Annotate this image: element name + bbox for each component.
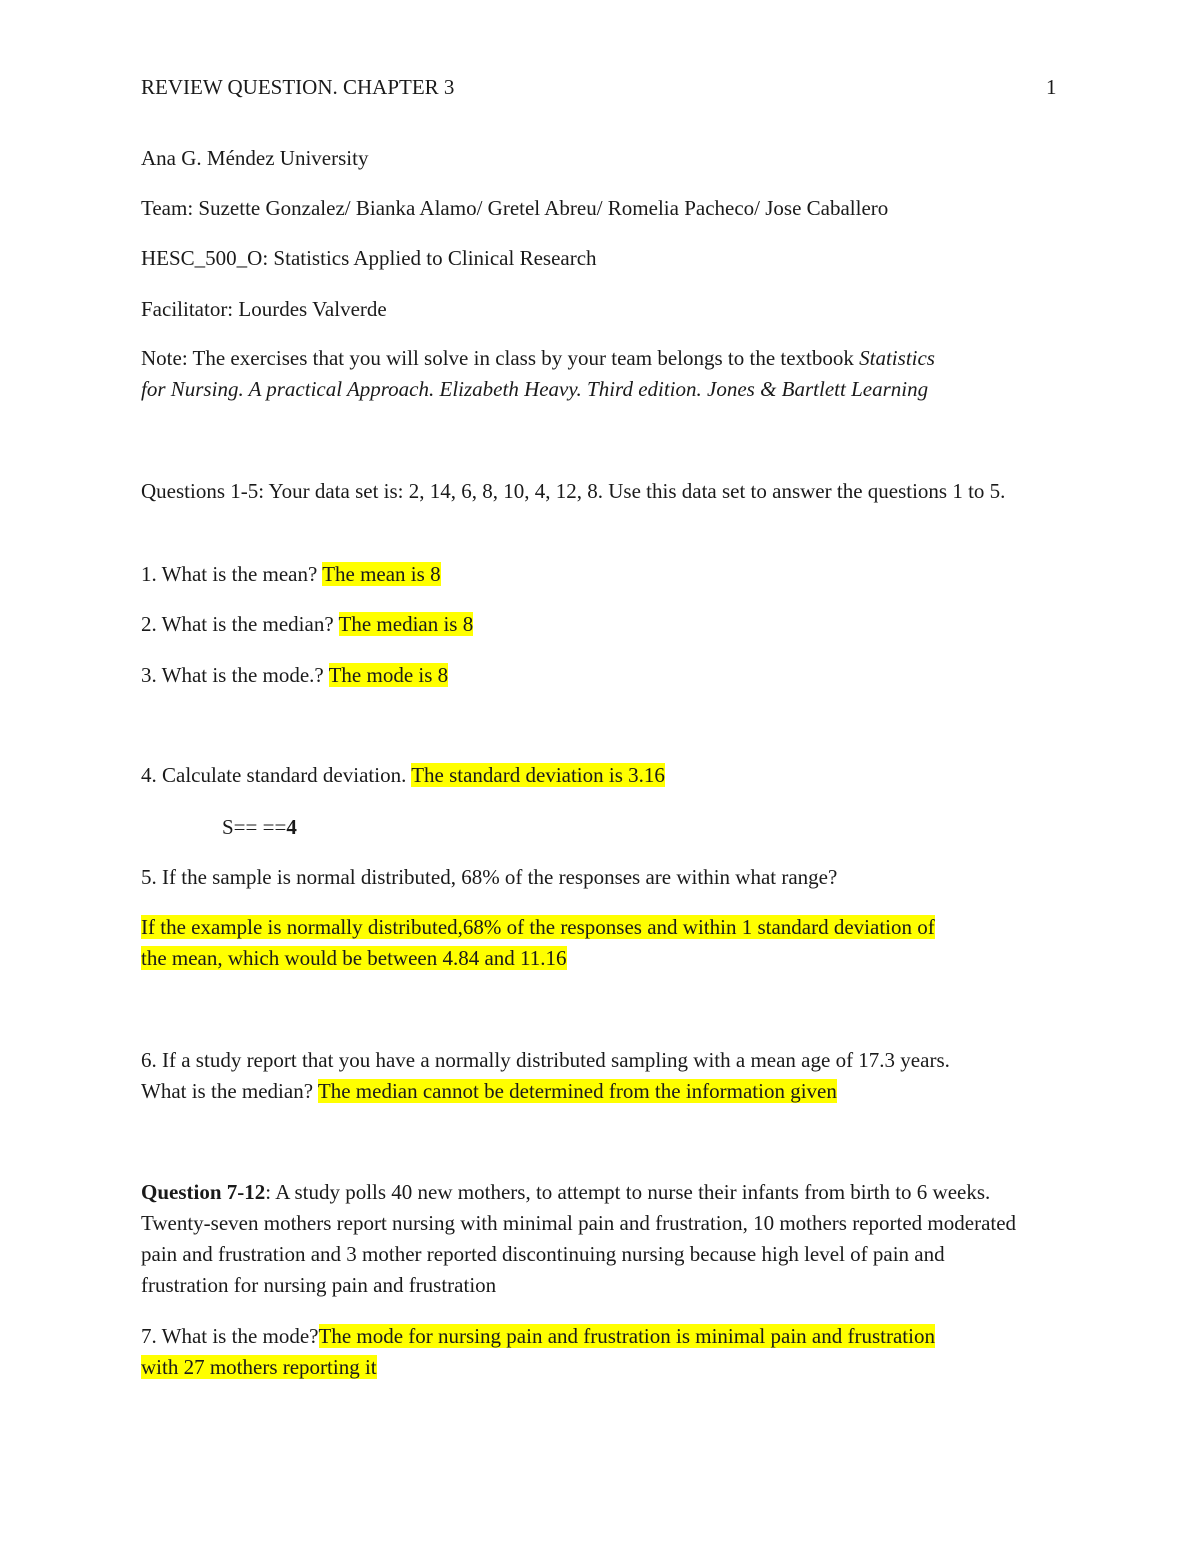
page-number: 1 — [1046, 75, 1057, 99]
question-1-text: 1. What is the mean? — [141, 562, 323, 586]
answer-1: The mean is 8 — [322, 562, 441, 586]
university-line: Ana G. Méndez University — [141, 146, 369, 170]
question-7-line-2 — [141, 1352, 1051, 1383]
questions-7-12-intro — [141, 1177, 1036, 1301]
question-6-line-2 — [141, 1076, 1051, 1107]
questions-1-5-intro: Questions 1-5: Your data set is: 2, 14, 6, 8, 10, 4, 12, 8. Use this data set to answer the questions 1 to 5. — [141, 479, 1006, 503]
course-line: HESC_500_O: Statistics Applied to Clinical Research — [141, 246, 597, 270]
note-prefix: Note: The exercises that you will solve in class by your team belongs to the textbook — [141, 346, 860, 370]
note-line-1 — [141, 343, 1051, 374]
std-dev-formula — [222, 812, 297, 843]
question-2 — [141, 609, 1051, 640]
facilitator-line: Facilitator: Lourdes Valverde — [141, 297, 387, 321]
answer-5-line-2 — [141, 943, 1051, 974]
answer-5-text-2: the mean, which would be between 4.84 and 11.16 — [141, 946, 567, 970]
question-7-text: 7. What is the mode? — [141, 1324, 319, 1348]
question-3 — [141, 660, 1051, 691]
answer-5-line-1 — [141, 912, 1051, 943]
note-book-title-part2: for Nursing. A practical Approach. Elizabeth Heavy. Third edition. Jones & Bartlett Learning — [141, 377, 929, 401]
questions-7-12-label: Question 7-12 — [141, 1180, 266, 1204]
answer-7-text-1: The mode for nursing pain and frustration is minimal pain and frustration — [318, 1324, 935, 1348]
formula-text: S== == — [222, 815, 287, 839]
question-1 — [141, 559, 1051, 590]
question-6-text: What is the median? — [141, 1079, 318, 1103]
team-line: Team: Suzette Gonzalez/ Bianka Alamo/ Gretel Abreu/ Romelia Pacheco/ Jose Caballero — [141, 196, 889, 220]
question-6 — [141, 1045, 1051, 1107]
note-paragraph — [141, 343, 1051, 405]
answer-4: The standard deviation is 3.16 — [411, 763, 665, 787]
note-book-title-part1: Statistics — [859, 346, 935, 370]
questions-7-12-text: : A study polls 40 new mothers, to attempt to nurse their infants from birth to 6 weeks. Twenty-seven mothers report nursing with minimal pain and frustration, 10 mothers reported moderated pain and frustration and 3 mother reported discontinuing nursing because high level of pain and frustration for nursing pain and frustration — [141, 1180, 1017, 1297]
question-4-text: 4. Calculate standard deviation. — [141, 763, 412, 787]
question-7 — [141, 1321, 1051, 1383]
question-5: 5. If the sample is normal distributed, 68% of the responses are within what range? — [141, 865, 838, 889]
question-3-text: 3. What is the mode.? — [141, 663, 329, 687]
question-4 — [141, 760, 1051, 791]
question-7-line-1 — [141, 1321, 1051, 1352]
formula-result: 4 — [286, 815, 297, 839]
question-2-text: 2. What is the median? — [141, 612, 339, 636]
answer-7-text-2: with 27 mothers reporting it — [141, 1355, 377, 1379]
question-6-line-1: 6. If a study report that you have a normally distributed sampling with a mean age of 17.3 years. — [141, 1048, 950, 1072]
answer-3: The mode is 8 — [328, 663, 449, 687]
answer-5-text-1: If the example is normally distributed,68% of the responses and within 1 standard deviation of — [141, 915, 935, 939]
running-header-title: REVIEW QUESTION. CHAPTER 3 — [141, 75, 455, 99]
answer-6: The median cannot be determined from the information given — [317, 1079, 837, 1103]
answer-2: The median is 8 — [338, 612, 474, 636]
answer-5 — [141, 912, 1051, 974]
